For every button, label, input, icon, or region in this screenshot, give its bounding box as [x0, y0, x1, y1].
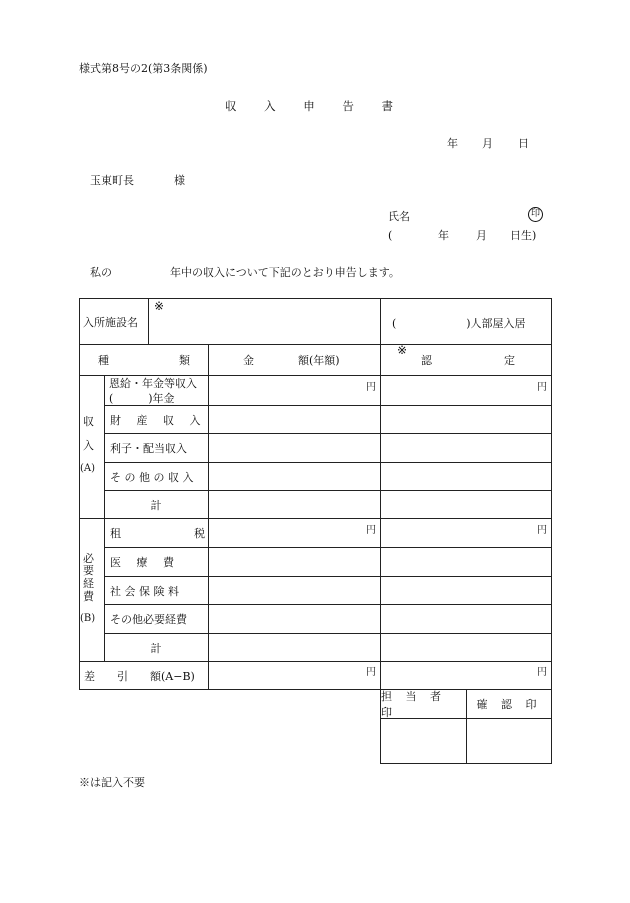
declaration-text: 年中の収入について下記のとおり申告します。 [170, 266, 400, 279]
addressee-honorific: 様 [174, 174, 185, 187]
col-header-cert-right: 定 [504, 354, 515, 367]
difference-label [84, 662, 208, 689]
yen-unit-difference-amount: 円 [366, 667, 376, 678]
yen-unit-income-amount: 円 [366, 382, 376, 393]
income-row-pension-line2: ( )年金 [109, 392, 175, 405]
not-required-mark-facility: ※ [154, 299, 165, 313]
birth-month: 月 [476, 229, 487, 242]
expense-row-tax-left: 租 [110, 527, 121, 540]
form-number: 様式第8号の2(第3条関係) [79, 62, 208, 75]
expense-total-label: 計 [150, 641, 162, 655]
difference-label-mid: 引 [117, 669, 128, 683]
income-row-interest: 利子・配当収入 [110, 442, 187, 455]
addressee-name: 玉東町長 [90, 174, 134, 187]
col-header-amount-right: 額(年額) [298, 354, 340, 367]
expense-group-label-3: 経 [83, 577, 94, 590]
expense-row-insurance: 社 会 保 険 料 [110, 584, 179, 598]
name-label: 氏名 [388, 210, 410, 223]
income-row-pension-line1: 恩給・年金等収入 [109, 377, 197, 390]
staff-seal-box[interactable] [381, 719, 466, 763]
seal-mark: 印 [528, 207, 543, 222]
income-group-code: (A) [80, 463, 96, 474]
income-row-other: そ の 他 の 収 入 [110, 470, 194, 484]
birth-open: ( [388, 229, 393, 242]
staff-seal-header: 担 当 者 印 [381, 690, 446, 719]
difference-label-left: 差 [84, 669, 95, 683]
expense-row-tax [110, 519, 205, 547]
confirm-seal-box[interactable] [467, 719, 551, 763]
facility-label: 入所施設名 [83, 315, 138, 329]
col-header-cert-left: 認 [421, 354, 432, 367]
col-header-amount [243, 345, 380, 375]
expense-row-medical: 医 療 費 [110, 556, 180, 569]
expense-group-label-4: 費 [83, 590, 94, 603]
not-required-mark-cert: ※ [397, 343, 408, 357]
income-group-label-2: 入 [83, 439, 94, 452]
col-header-amount-left: 金 [243, 354, 254, 367]
document-title: 収 入 申 告 書 [224, 99, 406, 113]
expense-group-code: (B) [80, 613, 96, 624]
col-header-type [98, 345, 208, 375]
yen-unit-difference-cert: 円 [537, 667, 547, 678]
income-total-label: 計 [150, 498, 162, 512]
date-day-label: 日 [518, 137, 529, 150]
birth-day: 日生) [510, 229, 537, 242]
col-header-type-left: 種 [98, 354, 109, 367]
declaration-prefix: 私の [90, 266, 112, 279]
expense-row-tax-right: 税 [194, 527, 205, 540]
yen-unit-expense-amount: 円 [366, 525, 376, 536]
income-group-label-1: 収 [83, 415, 94, 428]
date-month-label: 月 [482, 137, 493, 150]
expense-group-label-1: 必 [83, 552, 94, 565]
yen-unit-income-cert: 円 [537, 382, 547, 393]
col-header-type-right: 類 [179, 354, 190, 367]
footnote: ※は記入不要 [79, 776, 145, 789]
date-year-label: 年 [447, 137, 458, 150]
expense-row-other: その他必要経費 [110, 613, 187, 626]
difference-label-right: 額(A−B) [150, 669, 195, 683]
room-entry-field: ( )人部屋入居 [392, 317, 526, 330]
confirm-seal-header: 確 認 印 [476, 698, 542, 711]
income-row-property: 財 産 収 入 [110, 413, 207, 427]
col-header-cert [421, 345, 551, 375]
yen-unit-expense-cert: 円 [537, 525, 547, 536]
expense-group-label-2: 要 [83, 564, 94, 577]
birth-year: 年 [438, 229, 449, 242]
